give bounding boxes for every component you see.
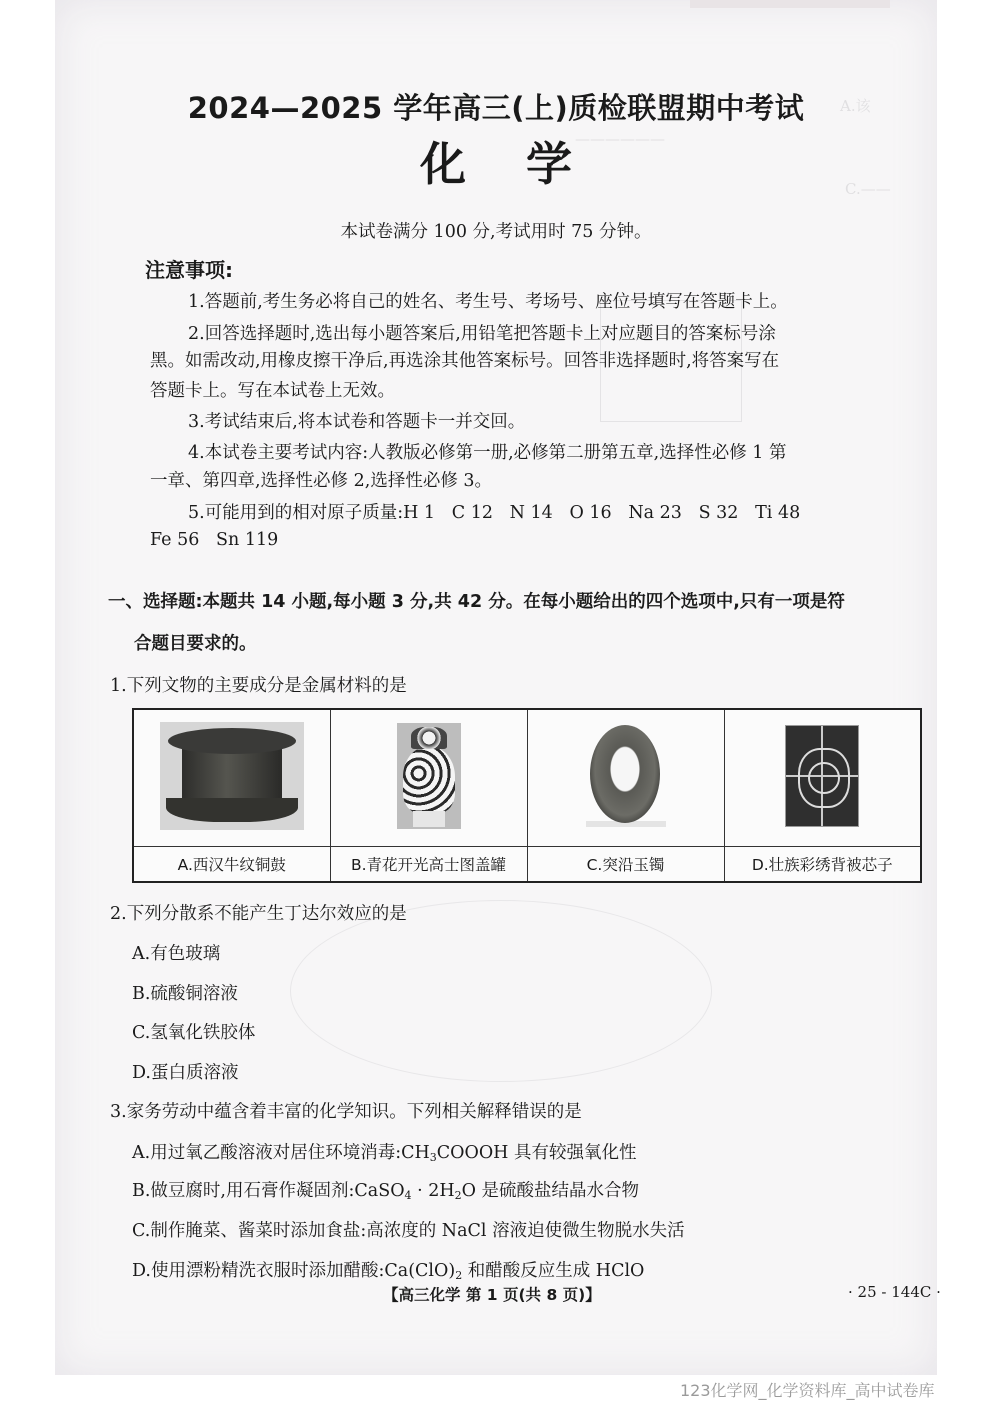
notice-line: 答题卡上。写在本试卷上无效。	[150, 381, 395, 401]
option-text: O 是硫酸盐结晶水合物	[461, 1181, 640, 1201]
subject-char-2: 学	[526, 137, 572, 191]
notice-line: 3.考试结束后,将本试卷和答题卡一并交回。	[188, 412, 526, 432]
question-3-option-d	[132, 1257, 644, 1282]
option-text: D.使用漂粉精洗衣服时添加醋酸:Ca(ClO)	[132, 1261, 456, 1281]
exam-meta: 本试卷满分 100 分,考试用时 75 分钟。	[340, 222, 652, 242]
option-a-label: A.西汉牛纹铜鼓	[133, 847, 330, 883]
option-text: · 2H	[411, 1181, 455, 1201]
jade-bracelet-image	[590, 723, 662, 829]
notice-line: 1.答题前,考生务必将自己的姓名、考生号、考场号、座位号填写在答题卡上。	[188, 292, 788, 312]
question-1-stem: 1.下列文物的主要成分是金属材料的是	[110, 676, 407, 696]
subscript: 4	[404, 1189, 412, 1202]
bleed-through: A.该	[840, 97, 871, 115]
bronze-drum-image	[160, 722, 304, 830]
option-text: B.做豆腐时,用石膏作凝固剂:CaSO	[132, 1181, 405, 1201]
notice-line: 4.本试卷主要考试内容:人教版必修第一册,必修第二册第五章,选择性必修 1 第	[188, 443, 787, 463]
question-2-option-a: A.有色玻璃	[132, 944, 221, 964]
option-text: COOOH 具有较强氧化性	[436, 1143, 637, 1163]
section-heading: 一、选择题:本题共 14 小题,每小题 3 分,共 42 分。在每小题给出的四个选项中,只有一项是符	[108, 592, 845, 612]
question-2-option-c: C.氢氧化铁胶体	[132, 1023, 256, 1043]
question-1-options-table	[132, 708, 922, 883]
question-3-option-b	[132, 1177, 639, 1202]
bleed-through	[290, 900, 712, 1082]
notice-line: 黑。如需改动,用橡皮擦干净后,再选涂其他答案标号。回答非选择题时,将答案写在	[150, 351, 780, 371]
subject-char-1: 化	[420, 137, 466, 191]
option-d-image-cell	[724, 709, 921, 847]
option-c-image-cell	[527, 709, 724, 847]
question-3-option-c	[132, 1217, 685, 1242]
subscript: 3	[429, 1151, 437, 1164]
subscript: 2	[455, 1269, 463, 1282]
exam-title: 2024—2025 学年高三(上)质检联盟期中考试	[187, 91, 805, 125]
notice-line: 2.回答选择题时,选出每小题答案后,用铅笔把答题卡上对应题目的答案标号涂	[188, 324, 776, 344]
page-footer-label: 【高三化学 第 1 页(共 8 页)】	[383, 1286, 601, 1304]
question-2-stem: 2.下列分散系不能产生丁达尔效应的是	[110, 904, 407, 924]
option-text: C.制作腌菜、酱菜时添加食盐:高浓度的 NaCl 溶液迫使微生物脱水失活	[132, 1221, 685, 1241]
notice-heading: 注意事项:	[145, 258, 233, 282]
option-text: A.用过氧乙酸溶液对居住环境消毒:CH	[132, 1143, 430, 1163]
question-2-option-d: D.蛋白质溶液	[132, 1063, 239, 1083]
option-c-label: C.突沿玉镯	[527, 847, 724, 883]
question-3-option-a	[132, 1139, 637, 1164]
notice-line: 一章、第四章,选择性必修 2,选择性必修 3。	[150, 471, 493, 491]
bleed-through: C.——	[845, 180, 891, 198]
section-heading-cont: 合题目要求的。	[134, 634, 257, 654]
paper-code: · 25 - 144C ·	[848, 1283, 941, 1301]
watermark: 123化学网_化学资料库_高中试卷库	[680, 1381, 935, 1400]
option-text: 和醋酸反应生成 HClO	[462, 1261, 645, 1281]
notice-line: 5.可能用到的相对原子质量:H 1 C 12 N 14 O 16 Na 23 S 32 Ti 48	[188, 503, 801, 523]
bleed-through: ——————	[575, 130, 665, 148]
option-b-label: B.青花开光高士图盖罐	[330, 847, 527, 883]
porcelain-jar-image	[397, 723, 461, 829]
option-a-image-cell	[133, 709, 330, 847]
scan-edge	[690, 0, 890, 8]
notice-line: Fe 56 Sn 119	[150, 530, 279, 550]
option-b-image-cell	[330, 709, 527, 847]
subscript: 2	[454, 1189, 462, 1202]
question-2-option-b: B.硫酸铜溶液	[132, 984, 238, 1004]
option-d-label: D.壮族彩绣背被芯子	[724, 847, 921, 883]
embroidered-textile-image	[785, 725, 859, 827]
question-3-stem: 3.家务劳动中蕴含着丰富的化学知识。下列相关解释错误的是	[110, 1102, 582, 1122]
